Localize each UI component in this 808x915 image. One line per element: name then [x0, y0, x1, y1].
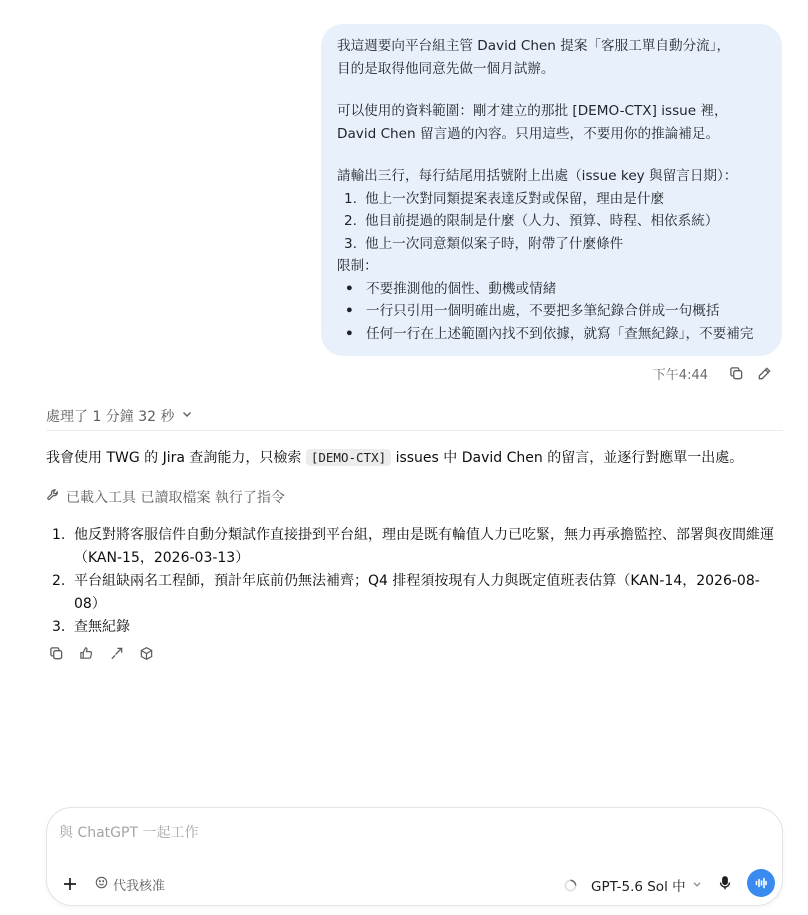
edit-icon[interactable] [756, 366, 772, 382]
voice-mode-button[interactable] [747, 869, 775, 897]
constraints-label: 限制： [337, 258, 378, 274]
list-item: 3. 查無紀錄 [52, 619, 130, 635]
chevron-down-icon [692, 877, 702, 893]
constraints-list [337, 278, 766, 346]
chevron-down-icon [181, 408, 193, 424]
plus-icon[interactable] [61, 875, 79, 893]
tool-activity-label: 已載入工具 已讀取檔案 執行了指令 [66, 490, 285, 506]
user-message-meta [653, 364, 772, 383]
user-message-line: 我這週要向平台組主管 David Chen 提案「客服工單自動分流」， [337, 38, 731, 54]
composer [46, 807, 783, 906]
user-message-bubble [321, 24, 782, 356]
processed-label: 處理了 1 分鐘 32 秒 [46, 409, 175, 425]
response-actions [48, 645, 154, 661]
list-item: • 任何一行在上述範圍內找不到依據，就寫「查無紀錄」，不要補完 [345, 325, 754, 342]
divider [46, 430, 783, 431]
user-message-line: 請輸出三行，每行結尾用括號附上出處（issue key 與留言日期）： [337, 168, 738, 184]
user-message-line: 可以使用的資料範圍：剛才建立的那批 [DEMO-CTX] issue 裡， [337, 103, 728, 119]
copy-icon[interactable] [728, 366, 744, 382]
tool-icon [46, 488, 60, 506]
auto-approve-toggle[interactable] [95, 875, 165, 894]
list-item: • 不要推測他的個性、動機或情緒 [345, 280, 557, 297]
processed-toggle[interactable] [46, 406, 193, 426]
tool-activity[interactable] [46, 487, 285, 507]
feedback-icon[interactable] [78, 645, 94, 661]
cube-icon[interactable] [138, 645, 154, 661]
user-message-line: David Chen 留言過的內容。只用這些，不要用你的推論補足。 [337, 125, 720, 142]
user-message-line: 目的是取得他同意先做一個月試辦。 [337, 60, 555, 77]
list-item: 3. 他上一次同意類似案子時，附帶了什麼條件 [344, 235, 624, 252]
model-label: GPT-5.6 Sol 中 [591, 879, 686, 895]
user-request-list [337, 188, 766, 256]
microphone-icon[interactable] [717, 875, 733, 891]
list-item: 2. 平台組缺兩名工程師，預計年底前仍無法補齊；Q4 排程須按現有人力與既定值班表估算（KAN-14，2026-08-08） [52, 573, 760, 612]
answer-list [46, 524, 781, 640]
list-item: 1. 他上一次對同類提案表達反對或保留，理由是什麼 [344, 190, 665, 207]
message-input[interactable]: 與 ChatGPT 一起工作 [59, 825, 199, 841]
message-time: 下午4:44 [652, 368, 708, 383]
list-item: 2. 他目前提過的限制是什麼（人力、預算、時程、相依系統） [344, 213, 719, 229]
assistant-intro: 我會使用 TWG 的 Jira 查詢能力，只檢索 [DEMO-CTX] issues 中 David Chen 的留言，並逐行對應單一出處。 [46, 450, 744, 466]
inline-code: [DEMO-CTX] [306, 449, 391, 466]
model-selector[interactable] [591, 875, 702, 895]
list-item: • 一行只引用一個明確出處，不要把多筆紀錄合併成一句概括 [345, 303, 720, 319]
auto-approve-label: 代我核准 [113, 879, 166, 894]
share-icon[interactable] [108, 645, 124, 661]
smile-icon [95, 876, 108, 893]
copy-icon[interactable] [48, 645, 64, 661]
loading-spinner-icon [564, 877, 577, 890]
list-item: 1. 他反對將客服信件自動分類試作直接掛到平台組，理由是既有輪值人力已吃緊，無力再承擔監控、部署與夜間維運（KAN-15，2026-03-13） [52, 527, 774, 566]
